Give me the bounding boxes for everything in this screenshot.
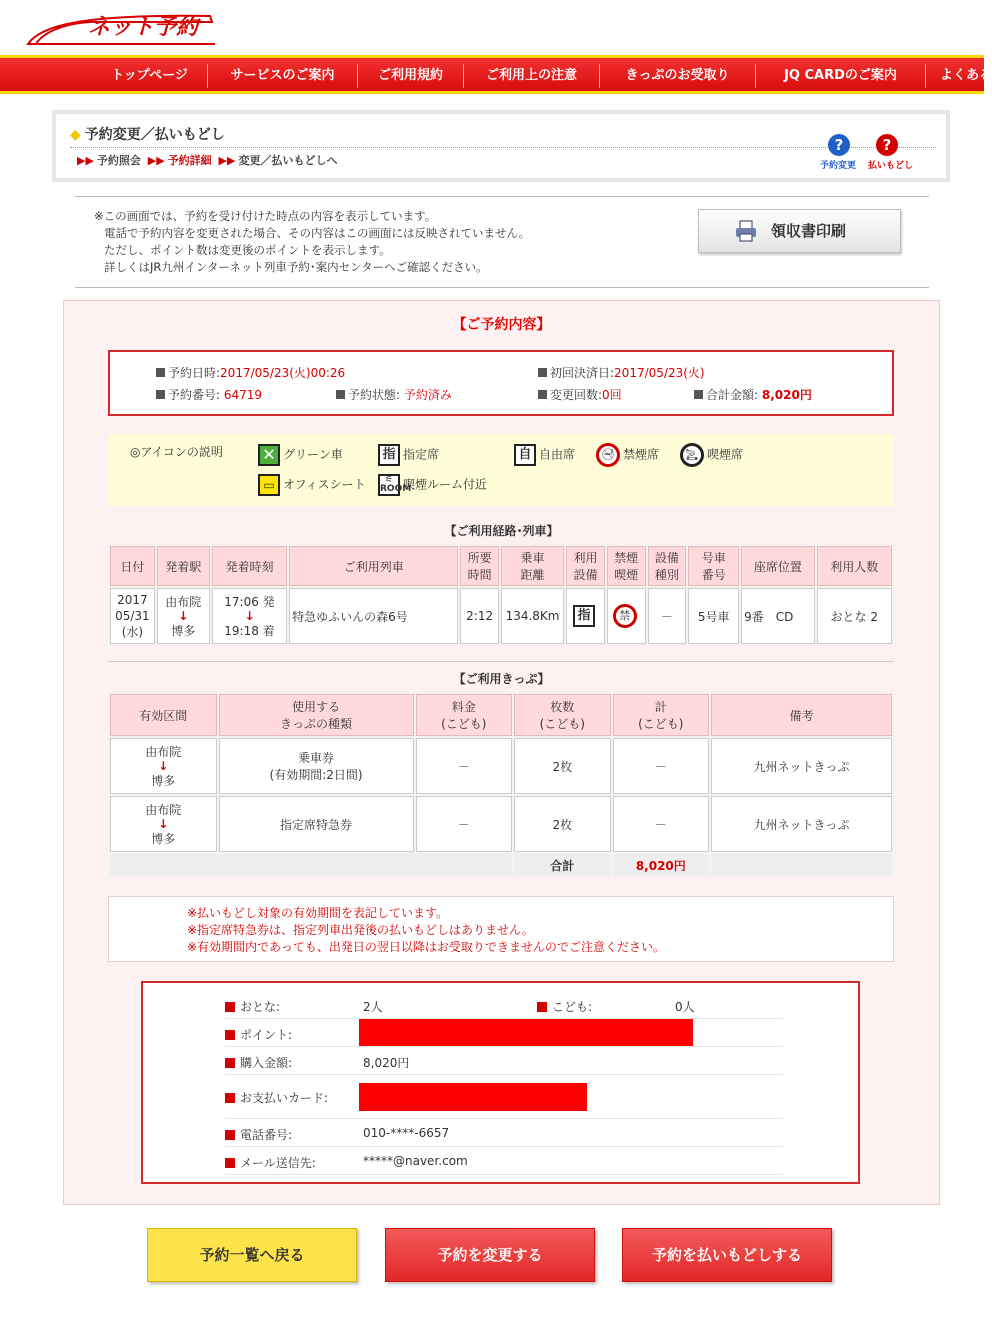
header-distance: 乗車 距離 [501, 546, 564, 586]
child-label [537, 998, 592, 1015]
label: 予約番号: [168, 388, 221, 402]
square-bullet-icon [538, 390, 547, 399]
cell-section [110, 796, 217, 852]
nav-terms[interactable]: ご利用規約 [358, 64, 464, 88]
global-nav [0, 55, 992, 94]
header-people: 利用人数 [817, 546, 892, 586]
cell-fee: － [416, 738, 513, 794]
route-header-row [110, 546, 892, 586]
card-label [225, 1089, 328, 1106]
phone-label [225, 1126, 292, 1143]
route-title: 【ご利用経路･列車】 [444, 524, 559, 538]
label: おとな: [240, 1000, 281, 1014]
reservation-number [156, 386, 262, 403]
cell-seat: 9番 CD [741, 588, 814, 644]
header-station: 発着駅 [157, 546, 210, 586]
label: こども: [552, 1000, 593, 1014]
label: 予約状態: [348, 388, 401, 402]
value: 64719 [223, 388, 263, 402]
legend-office [258, 474, 366, 496]
header-ticket-kind: 使用する きっぷの種類 [219, 694, 414, 736]
cell-ticket-kind [219, 738, 414, 794]
route-table [108, 544, 894, 646]
passenger-row [225, 991, 783, 1019]
arrow-down-icon: ↓ [178, 609, 189, 623]
refund-cautions [108, 896, 894, 962]
total-spacer [711, 854, 892, 876]
square-bullet-icon [156, 390, 165, 399]
label: 喫煙ルーム付近 [403, 477, 488, 492]
label: 喫煙席 [707, 447, 744, 462]
reservation-status [336, 386, 452, 403]
square-bullet-icon [225, 1093, 235, 1103]
cell-sum: － [613, 738, 710, 794]
breadcrumb-step-current: 変更／払いもどしへ [238, 154, 338, 167]
help-refund-icon[interactable]: ? [876, 134, 898, 156]
total-spacer [110, 854, 512, 876]
header-smoke: 禁煙 喫煙 [607, 546, 646, 586]
header-sum: 計 (こども) [613, 694, 710, 736]
arrow-down-icon: ↓ [158, 759, 169, 773]
print-receipt-label: 領収書印刷 [771, 222, 847, 240]
tickets-header-row [110, 694, 892, 736]
label: 初回決済日: [550, 366, 615, 380]
green-car-icon: ✕ [258, 444, 280, 466]
redacted-points [359, 1019, 693, 1046]
icon-legend [108, 434, 894, 506]
amount-value: 8,020円 [363, 1056, 410, 1070]
header-duration: 所要 時間 [460, 546, 499, 586]
legend-green [258, 444, 343, 466]
double-arrow-icon: ▶▶ [77, 154, 94, 167]
header-type: 設備 種別 [648, 546, 687, 586]
value: 2017/05/23(火)00:26 [220, 366, 346, 380]
breadcrumb-step-detail[interactable]: 予約詳細 [167, 154, 212, 167]
from-station: 由布院 [165, 595, 202, 609]
cell-sum: － [613, 796, 710, 852]
adult-label [225, 998, 280, 1015]
print-receipt-button[interactable] [698, 209, 901, 253]
divider [75, 196, 929, 197]
legend-room [378, 474, 487, 496]
free-seat-icon: 自 [514, 444, 536, 466]
cell-distance: 134.8Km [501, 588, 564, 644]
square-bullet-icon [538, 368, 547, 377]
tickets-total-row [110, 854, 892, 876]
nav-jqcard[interactable]: JQ CARDのご案内 [756, 64, 926, 88]
route-row [110, 588, 892, 644]
legend-title: ◎アイコンの説明 [130, 445, 223, 459]
label: ポイント: [240, 1028, 293, 1042]
reservation-heading: 【ご予約内容】 [452, 317, 551, 333]
cell-station [157, 588, 210, 644]
cell-note: 九州ネットきっぷ [711, 796, 892, 852]
phone-row [225, 1119, 783, 1147]
square-bullet-icon [225, 1158, 235, 1168]
label: 予約日時: [168, 366, 221, 380]
redacted-card [359, 1083, 587, 1111]
card-row [225, 1075, 783, 1119]
label: 指定席 [403, 447, 440, 462]
site-header [0, 0, 984, 55]
header-count: 枚数 (こども) [514, 694, 611, 736]
caution-line: ※払いもどし対象の有効期間を表記しています。 [187, 906, 449, 920]
nav-service[interactable]: サービスのご案内 [208, 64, 358, 88]
notice-line: ※この画面では、予約を受け付けた時点の内容を表示しています。 [94, 209, 437, 223]
from-station: 由布院 [145, 745, 182, 759]
square-bullet-icon [225, 1002, 235, 1012]
value: 0回 [602, 388, 622, 402]
notice-line: 詳しくはJR九州インターネット列車予約･案内センターへご確認ください。 [104, 260, 488, 274]
double-arrow-icon: ▶▶ [218, 154, 236, 167]
header-facility: 利用 設備 [566, 546, 605, 586]
cell-smoke [607, 588, 646, 644]
label: 変更回数: [550, 388, 603, 402]
value: 2017/05/23(火) [614, 366, 705, 380]
nav-top[interactable]: トップページ [92, 64, 208, 88]
page-title [70, 124, 225, 144]
cell-duration: 2:12 [460, 588, 499, 644]
tickets-table [108, 692, 894, 878]
label: お支払いカード: [240, 1091, 329, 1105]
room-icon-text: ROOM [380, 484, 412, 494]
help-change-icon[interactable]: ? [828, 134, 850, 156]
arrow-down-icon: ↓ [158, 817, 169, 831]
divider [108, 661, 894, 662]
header-fee: 料金 (こども) [416, 694, 513, 736]
date-year: 2017 [117, 593, 148, 607]
printer-icon [735, 220, 757, 242]
label: グリーン車 [283, 447, 343, 462]
mail-label [225, 1154, 316, 1171]
cell-car: 5号車 [688, 588, 739, 644]
square-bullet-icon [694, 390, 703, 399]
help-change-label[interactable]: 予約変更 [820, 161, 857, 171]
total-value: 8,020円 [613, 854, 710, 876]
cell-type: － [648, 588, 687, 644]
header-time: 発着時刻 [212, 546, 287, 586]
ticket-kind: 乗車券 [298, 751, 335, 765]
legend-reserved [378, 444, 439, 466]
label: 購入金額: [240, 1056, 293, 1070]
ticket-row [110, 738, 892, 794]
reservation-date [156, 364, 345, 381]
label: オフィスシート [283, 477, 366, 492]
notice-text [94, 208, 684, 276]
cell-ticket-kind: 指定席特急券 [219, 796, 414, 852]
square-bullet-icon [225, 1030, 235, 1040]
ticket-validity: (有効期間:2日間) [269, 768, 363, 782]
mail-value: *****@naver.com [363, 1154, 468, 1168]
smoking-room-icon: ⚟ ROOM [380, 475, 412, 494]
square-bullet-icon [336, 390, 345, 399]
legend-smoking [680, 443, 743, 467]
divider [70, 147, 936, 148]
phone-value: 010-****-6657 [363, 1126, 450, 1140]
header-section: 有効区間 [110, 694, 217, 736]
cell-date [110, 588, 155, 644]
cell-section [110, 738, 217, 794]
points-label [225, 1026, 292, 1043]
label: メール送信先: [240, 1156, 316, 1170]
label: 禁煙席 [623, 447, 660, 462]
back-to-list-button[interactable]: 予約一覧へ戻る [147, 1228, 357, 1282]
header-train: ご利用列車 [289, 546, 458, 586]
office-seat-icon: ▭ [258, 474, 280, 496]
legend-nonsmoking [596, 443, 659, 467]
breadcrumb-box [52, 110, 950, 182]
header-car: 号車 番号 [688, 546, 739, 586]
breadcrumb [74, 152, 337, 168]
breadcrumb-step-inquiry[interactable]: 予約照会 [96, 154, 141, 167]
total-amount [694, 386, 812, 403]
arrow-down-icon: ↓ [244, 609, 255, 623]
nav-pickup[interactable]: きっぷのお受取り [600, 64, 756, 88]
change-count [538, 386, 622, 403]
cell-count: 2枚 [514, 738, 611, 794]
child-value: 0人 [675, 1000, 695, 1014]
date-day: 05/31 [115, 609, 150, 623]
cell-facility [566, 588, 605, 644]
cell-people: おとな 2 [817, 588, 892, 644]
label: 合計金額: [706, 388, 759, 402]
change-reservation-button[interactable]: 予約を変更する [385, 1228, 595, 1282]
logo-text[interactable]: ネット予約 [88, 15, 199, 40]
reservation-summary [108, 350, 894, 416]
notice-line: ただし、ポイント数は変更後のポイントを表示します。 [104, 243, 391, 257]
mail-row [225, 1147, 783, 1175]
square-bullet-icon [225, 1130, 235, 1140]
label: 自由席 [539, 447, 576, 462]
cell-count: 2枚 [514, 796, 611, 852]
to-station: 博多 [151, 774, 176, 788]
square-bullet-icon [225, 1058, 235, 1068]
diamond-icon: ◆ [70, 127, 81, 143]
help-refund-label[interactable]: 払いもどし [868, 161, 914, 171]
departure-time: 17:06 発 [224, 595, 275, 609]
refund-reservation-button[interactable]: 予約を払いもどしする [622, 1228, 832, 1282]
cell-time [212, 588, 287, 644]
smoking-icon: 🚬︎ [680, 443, 704, 467]
cell-fee: － [416, 796, 513, 852]
square-bullet-icon [537, 1002, 547, 1012]
to-station: 博多 [151, 832, 176, 846]
notice-line: 電話で予約内容を変更された場合、その内容はこの画面には反映されていません。 [104, 226, 531, 240]
nav-faq[interactable]: よくある [940, 68, 992, 83]
adult-value: 2人 [363, 1000, 383, 1014]
value: 8,020円 [761, 388, 812, 402]
reserved-seat-icon: 指 [378, 444, 400, 466]
tickets-title: 【ご利用きっぷ】 [453, 672, 550, 686]
header-note: 備考 [711, 694, 892, 736]
caution-line: ※有効期間内であっても、出発日の翌日以降はお受取りできませんのでご注意ください。 [187, 940, 665, 954]
nav-caution[interactable]: ご利用上の注意 [464, 64, 600, 88]
label: 電話番号: [240, 1128, 293, 1142]
cell-note: 九州ネットきっぷ [711, 738, 892, 794]
date-weekday: (水) [121, 625, 144, 639]
divider [75, 287, 929, 288]
payment-info [141, 981, 860, 1184]
reserved-seat-icon: 指 [573, 605, 595, 627]
legend-free [514, 444, 575, 466]
header-date: 日付 [110, 546, 155, 586]
page-title-text: 予約変更／払いもどし [84, 127, 225, 143]
header-seat: 座席位置 [741, 546, 814, 586]
no-smoking-icon: 禁 [613, 604, 637, 628]
from-station: 由布院 [145, 803, 182, 817]
total-label: 合計 [514, 854, 611, 876]
to-station: 博多 [171, 624, 196, 638]
arrival-time: 19:18 着 [224, 624, 275, 638]
value: 予約済み [403, 388, 452, 402]
cell-train: 特急ゆふいんの森6号 [289, 588, 458, 644]
amount-row [225, 1047, 783, 1075]
double-arrow-icon: ▶▶ [147, 154, 165, 167]
ticket-row [110, 796, 892, 852]
no-smoking-icon: 🚭︎ [596, 443, 620, 467]
points-row [225, 1019, 783, 1047]
first-payment-date [538, 364, 705, 381]
caution-line: ※指定席特急券は、指定列車出発後の払いもどしはありません。 [187, 923, 534, 937]
square-bullet-icon [156, 368, 165, 377]
amount-label [225, 1054, 292, 1071]
